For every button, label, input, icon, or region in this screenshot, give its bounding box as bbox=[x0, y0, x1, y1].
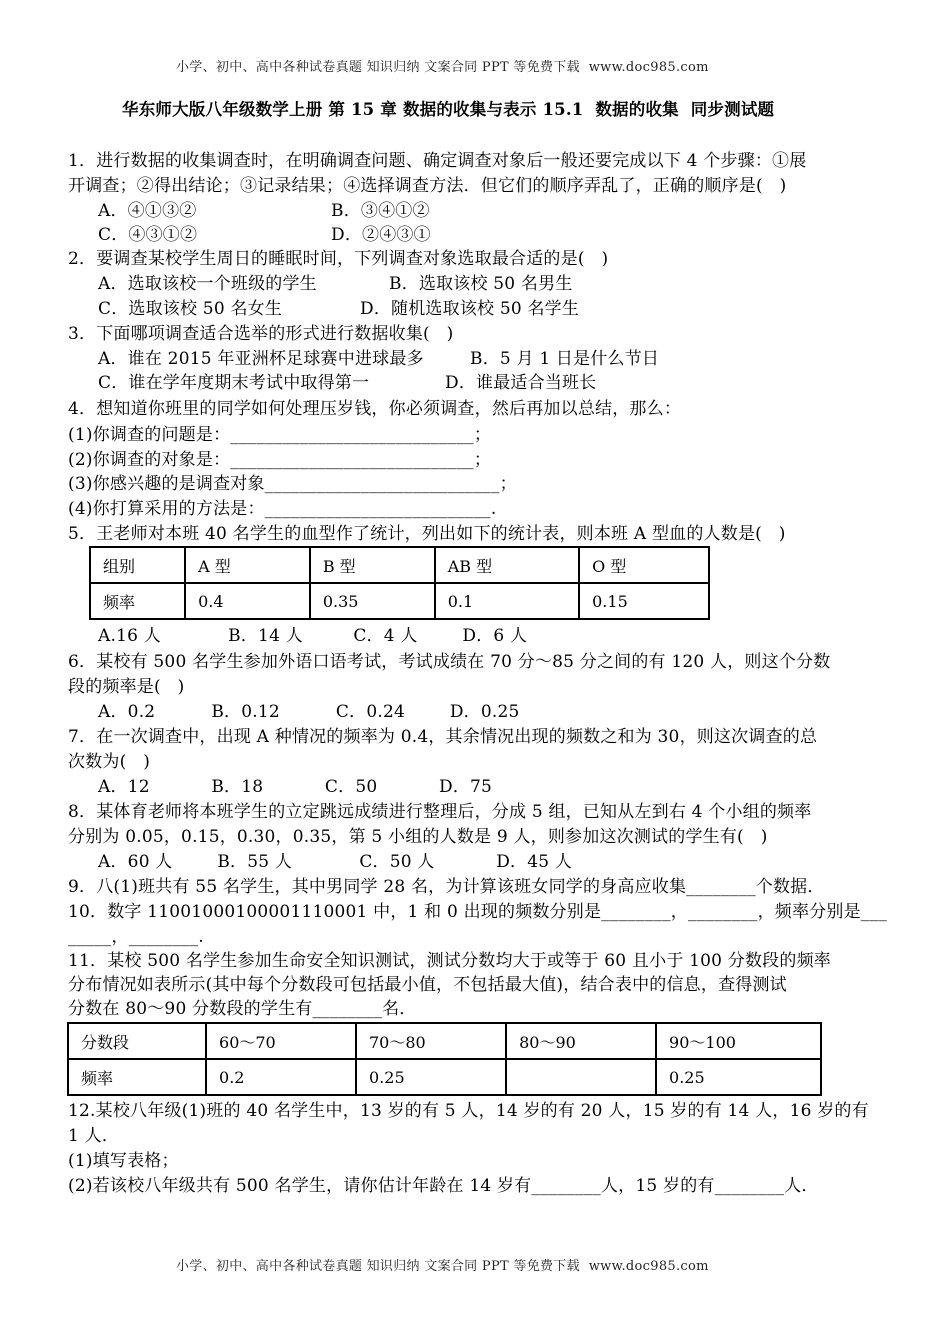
table-cell: AB 型 bbox=[435, 547, 579, 583]
question-2-option-a: A．选取该校一个班级的学生 bbox=[98, 274, 317, 294]
page-footer: 小学、初中、高中各种试卷真题 知识归纳 文案合同 PPT 等免费下载 www.doc985.com bbox=[176, 1259, 709, 1274]
table-cell: 0.1 bbox=[435, 583, 579, 619]
question-2-option-c: C．选取该校 50 名女生 bbox=[98, 299, 283, 319]
question-6-options: A．0.2 B．0.12 C．0.24 D．0.25 bbox=[98, 702, 520, 722]
question-3-option-a: A．谁在 2015 年亚洲杯足球赛中进球最多 bbox=[98, 349, 424, 369]
question-1-option-b: B．③④①② bbox=[331, 201, 430, 221]
question-5: 5．王老师对本班 40 名学生的血型作了统计，列出如下的统计表，则本班 A 型血的人数是( ) bbox=[68, 524, 786, 544]
question-11-line-3: 分数在 80～90 分数段的学生有________名． bbox=[68, 999, 417, 1019]
table-cell: 0.25 bbox=[656, 1059, 821, 1095]
question-4-part-3: (3)你感兴趣的是调查对象___________________________； bbox=[68, 474, 517, 494]
table-cell: 60～70 bbox=[206, 1023, 356, 1059]
page-header: 小学、初中、高中各种试卷真题 知识归纳 文案合同 PPT 等免费下载 www.doc985.com bbox=[176, 60, 709, 75]
blood-type-table bbox=[89, 546, 710, 620]
question-8-options: A．60 人 B．55 人 C．50 人 D．45 人 bbox=[98, 852, 573, 872]
question-1-option-d: D．②④③① bbox=[331, 225, 431, 245]
question-6-line-1: 6．某校有 500 名学生参加外语口语考试，考试成绩在 70 分～85 分之间的有 120 人，则这个分数 bbox=[68, 652, 831, 672]
question-2: 2．要调查某校学生周日的睡眠时间，下列调查对象选取最合适的是( ) bbox=[68, 249, 609, 269]
question-12-part-2: (2)若该校八年级共有 500 名学生，请你估计年龄在 14 岁有________人，15 岁的有________人． bbox=[68, 1176, 819, 1196]
table-cell: B 型 bbox=[310, 547, 435, 583]
question-11-line-2: 分布情况如表所示(其中每个分数段可包括最小值，不包括最大值)，结合表中的信息，查得测试 bbox=[68, 975, 787, 995]
table-row bbox=[90, 547, 709, 583]
page-title: 华东师大版八年级数学上册 第 15 章 数据的收集与表示 15.1 数据的收集 同步测试题 bbox=[122, 100, 775, 119]
question-9: 9．八(1)班共有 55 名学生，其中男同学 28 名，为计算该班女同学的身高应收集________个数据． bbox=[68, 877, 825, 897]
question-7-line-1: 7．在一次调查中，出现 A 种情况的频率为 0.4，其余情况出现的频数之和为 30，则这次调查的总 bbox=[68, 727, 818, 747]
question-3-option-d: D．谁最适合当班长 bbox=[445, 373, 597, 393]
table-cell: A 型 bbox=[185, 547, 310, 583]
question-2-option-b: B．选取该校 50 名男生 bbox=[389, 274, 573, 294]
table-cell: 70～80 bbox=[356, 1023, 506, 1059]
question-12-line-1: 12.某校八年级(1)班的 40 名学生中，13 岁的有 5 人，14 岁的有 20 人，15 岁的有 14 人，16 岁的有 bbox=[68, 1101, 869, 1121]
question-4-part-4: (4)你打算采用的方法是：__________________________. bbox=[68, 499, 497, 519]
question-10-line-1: 10．数字 11001000100001110001 中，1 和 0 出现的频数分别是________，________，频率分别是___ bbox=[68, 902, 887, 922]
table-cell: O 型 bbox=[579, 547, 709, 583]
question-1-option-a: A．④①③② bbox=[98, 201, 197, 221]
table-row bbox=[90, 583, 709, 619]
question-3-option-c: C．谁在学年度期末考试中取得第一 bbox=[98, 373, 370, 393]
table-cell: 0.15 bbox=[579, 583, 709, 619]
question-4-part-1: (1)你调查的问题是：____________________________； bbox=[68, 425, 492, 445]
table-row bbox=[68, 1023, 821, 1059]
question-12-line-2: 1 人． bbox=[68, 1126, 120, 1146]
table-cell bbox=[506, 1059, 656, 1095]
question-1-line-2: 开调查；②得出结论；③记录结果；④选择调查方法．但它们的顺序弄乱了，正确的顺序是( ) bbox=[68, 176, 787, 196]
question-12-part-1: (1)填写表格； bbox=[68, 1151, 179, 1171]
table-cell: 0.2 bbox=[206, 1059, 356, 1095]
table-cell: 0.25 bbox=[356, 1059, 506, 1095]
question-7-options: A．12 B．18 C．50 D．75 bbox=[98, 777, 493, 797]
score-frequency-table bbox=[67, 1022, 822, 1096]
question-2-option-d: D．随机选取该校 50 名学生 bbox=[360, 299, 580, 319]
table-cell: 0.35 bbox=[310, 583, 435, 619]
question-7-line-2: 次数为( ) bbox=[68, 752, 151, 772]
question-5-options: A.16 人 B．14 人 C．4 人 D．6 人 bbox=[98, 626, 528, 646]
question-11-line-1: 11．某校 500 名学生参加生命安全知识测试，测试分数均大于或等于 60 且小于 100 分数段的频率 bbox=[68, 951, 831, 971]
question-1-option-c: C．④③①② bbox=[98, 225, 198, 245]
question-4-part-2: (2)你调查的对象是：____________________________； bbox=[68, 450, 492, 470]
table-cell: 组别 bbox=[90, 547, 185, 583]
question-3-option-b: B．5 月 1 日是什么节日 bbox=[470, 349, 660, 369]
table-cell: 0.4 bbox=[185, 583, 310, 619]
table-cell: 频率 bbox=[68, 1059, 206, 1095]
question-6-line-2: 段的频率是( ) bbox=[68, 677, 185, 697]
question-8-line-1: 8．某体育老师将本班学生的立定跳远成绩进行整理后，分成 5 组，已知从左到右 4 个小组的频率 bbox=[68, 802, 812, 822]
question-3: 3．下面哪项调查适合选举的形式进行数据收集( ) bbox=[68, 324, 454, 344]
question-1-line-1: 1．进行数据的收集调查时，在明确调查问题、确定调查对象后一般还要完成以下 4 个步骤：①展 bbox=[68, 151, 807, 171]
table-row bbox=[68, 1059, 821, 1095]
question-10-line-2: _____，________. bbox=[68, 927, 204, 947]
question-4: 4．想知道你班里的同学如何处理压岁钱，你必须调查，然后再加以总结，那么： bbox=[68, 399, 682, 419]
table-cell: 分数段 bbox=[68, 1023, 206, 1059]
question-8-line-2: 分别为 0.05，0.15，0.30，0.35，第 5 小组的人数是 9 人，则参加这次测试的学生有( ) bbox=[68, 827, 768, 847]
table-cell: 80～90 bbox=[506, 1023, 656, 1059]
table-cell: 90～100 bbox=[656, 1023, 821, 1059]
table-cell: 频率 bbox=[90, 583, 185, 619]
